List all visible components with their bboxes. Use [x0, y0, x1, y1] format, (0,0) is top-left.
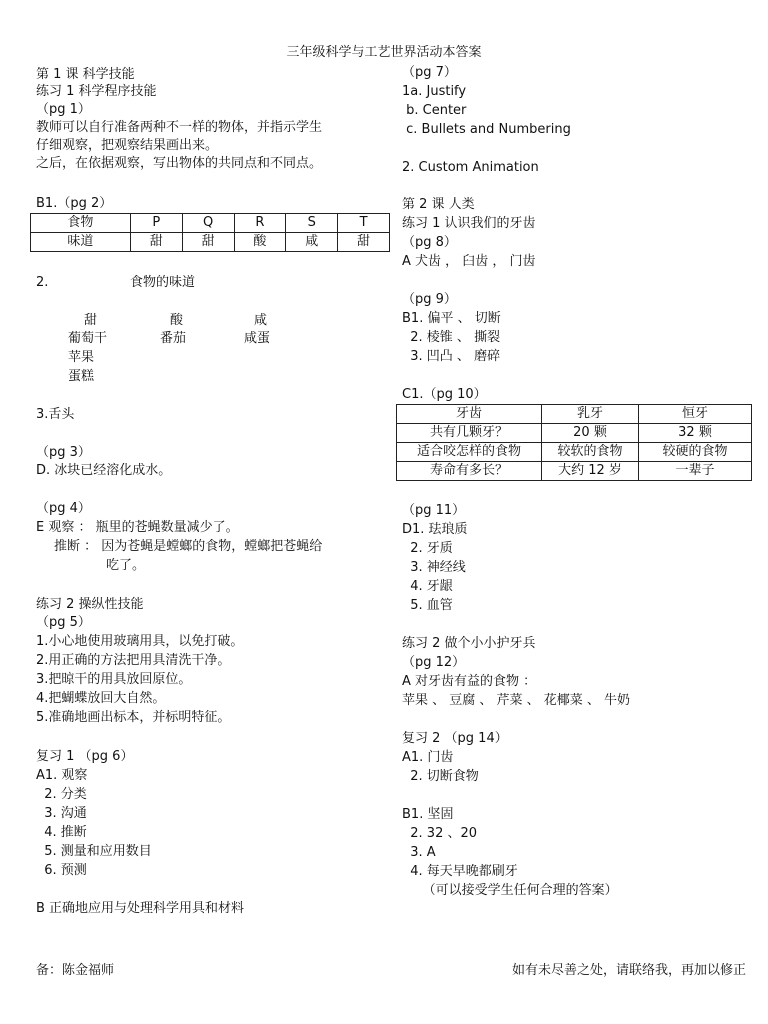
table-cell: 甜 [338, 233, 390, 252]
table-row [397, 462, 752, 481]
exercise1-heading: 练习 1 科学程序技能 [36, 84, 157, 99]
answer-text: 吃了。 [106, 558, 146, 573]
list-item: 5.准确地画出标本，并标明特征。 [36, 710, 231, 725]
table-cell: T [338, 214, 390, 233]
table-cell: 较软的食物 [542, 443, 639, 462]
answer-text: E 观察 ： 瓶里的苍蝇数量减少了。 [36, 520, 239, 535]
list-item: b. Center [402, 103, 467, 118]
footer-note: 如有未尽善之处，请联络我，再加以修正 [511, 963, 746, 978]
answer-text: 3.舌头 [36, 407, 75, 422]
question-number: 2. [36, 275, 49, 290]
list-item: 2. 32 、20 [402, 826, 478, 841]
table-cell: 食物 [31, 214, 131, 233]
exercise2-heading: 练习 2 操纵性技能 [36, 597, 144, 612]
diagram-title: 食物的味道 [130, 275, 196, 290]
answer-text: B 正确地应用与处理科学用具和材料 [36, 901, 245, 916]
food-item: 蛋糕 [68, 369, 95, 384]
review1-heading: 复习 1 （pg 6） [36, 749, 134, 764]
table-cell: 味道 [31, 233, 131, 252]
list-item: c. Bullets and Numbering [402, 122, 571, 137]
table-cell: 适合咬怎样的食物 [397, 443, 542, 462]
exercise1-heading: 练习 1 认识我们的牙齿 [402, 216, 536, 231]
list-item: 2. Custom Animation [402, 160, 539, 175]
teeth-table [396, 404, 752, 481]
page-ref: （pg 11） [402, 503, 466, 518]
list-item: 4. 推断 [36, 825, 87, 840]
list-item: 2.用正确的方法把用具清洗干净。 [36, 653, 231, 668]
table-cell: 恒牙 [639, 405, 752, 424]
answer-text: 教师可以自行准备两种不一样的物体，并指示学生 [36, 120, 323, 135]
list-item: 4. 每天早晚都刷牙 [402, 864, 518, 879]
page-ref: （pg 9） [402, 292, 457, 307]
table-cell: 较硬的食物 [639, 443, 752, 462]
table-cell: S [286, 214, 338, 233]
list-item: 3. 神经线 [402, 560, 466, 575]
table-row [31, 214, 390, 233]
table-cell: 20 颗 [542, 424, 639, 443]
table-cell: 寿命有多长？ [397, 462, 542, 481]
table-cell: 乳牙 [542, 405, 639, 424]
table-cell: 甜 [130, 233, 182, 252]
category-salty: 咸 [254, 313, 268, 328]
answer-text: 之后，在依据观察，写出物体的共同点和不同点。 [36, 156, 323, 171]
table-row [397, 424, 752, 443]
list-item: 3.把晾干的用具放回原位。 [36, 672, 192, 687]
table-cell: 一辈子 [639, 462, 752, 481]
footer-author: 备：陈金福师 [36, 963, 115, 978]
list-item: 5. 测量和应用数目 [36, 844, 152, 859]
table-cell: Q [182, 214, 234, 233]
page-ref: （pg 7） [402, 65, 457, 80]
lesson1-heading: 第 1 课 科学技能 [36, 67, 135, 82]
answer-text: D. 冰块已经溶化成水。 [36, 463, 172, 478]
list-item: D1. 珐琅质 [402, 522, 468, 537]
question-label: C1.（pg 10） [402, 387, 487, 402]
table-row [397, 443, 752, 462]
page-ref: （pg 8） [402, 235, 457, 250]
list-item: 3. 凹凸 、 磨碎 [402, 349, 501, 364]
food-item: 咸蛋 [244, 331, 271, 346]
answer-text: 推断 ： 因为苍蝇是螳螂的食物，螳螂把苍蝇给 [54, 539, 323, 554]
food-item: 苹果 [68, 350, 95, 365]
table-cell: R [234, 214, 286, 233]
answer-text: 仔细观察，把观察结果画出来。 [36, 138, 219, 153]
list-item: 3. A [402, 845, 436, 860]
table-cell: 共有几颗牙？ [397, 424, 542, 443]
list-item: 6. 预测 [36, 863, 87, 878]
exercise2-heading: 练习 2 做个小小护牙兵 [402, 636, 536, 651]
food-item: 葡萄干 [68, 331, 108, 346]
page-ref: （pg 5） [36, 615, 91, 630]
page-ref: （pg 4） [36, 501, 91, 516]
list-item: 3. 沟通 [36, 806, 87, 821]
category-sour: 酸 [170, 313, 184, 328]
table-cell: 牙齿 [397, 405, 542, 424]
page-ref: （pg 1） [36, 102, 91, 117]
list-item: 2. 牙质 [402, 541, 453, 556]
list-item: 2. 切断食物 [402, 769, 479, 784]
answer-text: A 犬齿 ， 臼齿 ， 门齿 [402, 254, 536, 269]
table-cell: 大约 12 岁 [542, 462, 639, 481]
list-item: B1. 偏平 、 切断 [402, 311, 501, 326]
category-sweet: 甜 [84, 313, 98, 328]
page-ref: （pg 12） [402, 655, 466, 670]
table-row [397, 405, 752, 424]
table-cell: 酸 [234, 233, 286, 252]
table-cell: 甜 [182, 233, 234, 252]
list-item: 2. 棱锥 、 撕裂 [402, 330, 501, 345]
page-ref: （pg 3） [36, 445, 91, 460]
food-item: 番茄 [160, 331, 187, 346]
answer-text: A 对牙齿有益的食物 ： [402, 674, 537, 689]
table-row [31, 233, 390, 252]
table-cell: 咸 [286, 233, 338, 252]
list-item: 2. 分类 [36, 787, 87, 802]
table-cell: 32 颗 [639, 424, 752, 443]
list-item: 4. 牙龈 [402, 579, 453, 594]
list-item: （可以接受学生任何合理的答案） [402, 883, 618, 898]
list-item: A1. 观察 [36, 768, 88, 783]
list-item: 1.小心地使用玻璃用具，以免打破。 [36, 634, 244, 649]
review2-heading: 复习 2 （pg 14） [402, 731, 508, 746]
list-item: 1a. Justify [402, 84, 467, 99]
list-item: A1. 门齿 [402, 750, 454, 765]
taste-table [30, 213, 390, 252]
list-item: 5. 血管 [402, 598, 453, 613]
table-cell: P [130, 214, 182, 233]
question-label: B1.（pg 2） [36, 196, 113, 211]
page-title: 三年级科学与工艺世界活动本答案 [286, 45, 482, 60]
lesson2-heading: 第 2 课 人类 [402, 197, 475, 212]
list-item: B1. 坚固 [402, 807, 454, 822]
answer-text: 苹果 、 豆腐 、 芹菜 、 花椰菜 、 牛奶 [402, 693, 631, 708]
list-item: 4.把蝴蝶放回大自然。 [36, 691, 166, 706]
